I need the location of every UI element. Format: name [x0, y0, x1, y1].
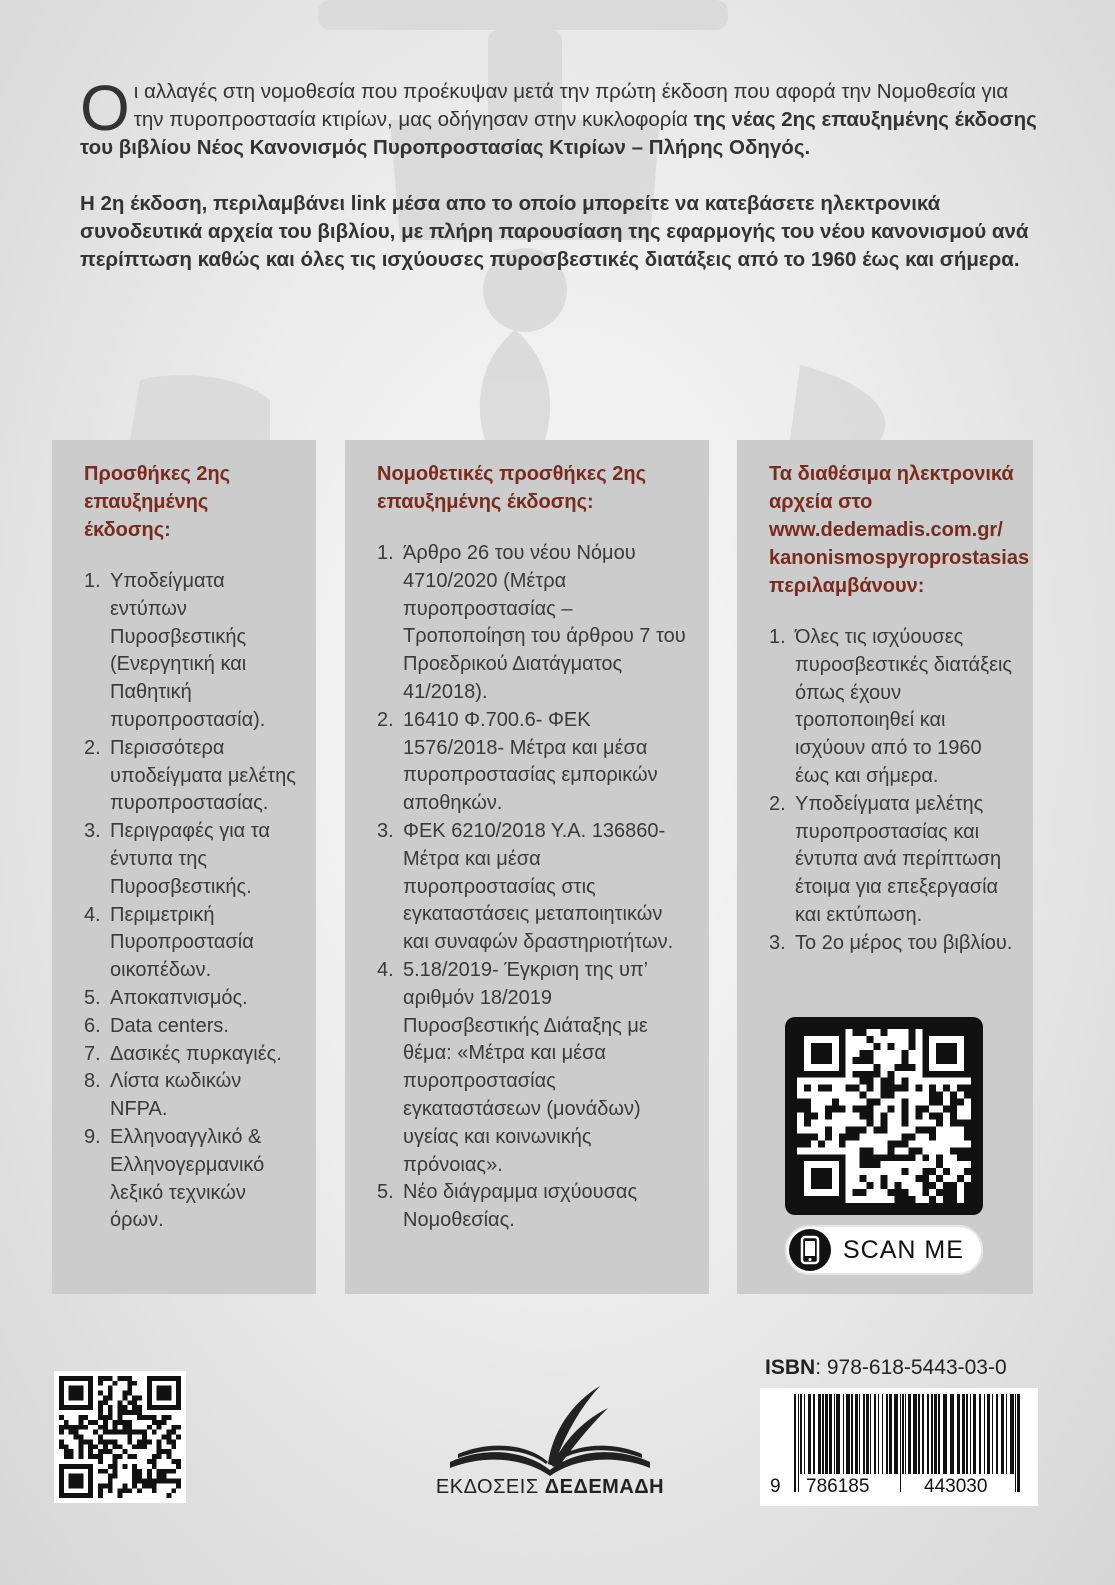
publisher-name	[400, 1476, 700, 1499]
list-item: Data centers.	[110, 1014, 229, 1037]
list-item: Περιμετρική Πυροπροστασία οικοπέδων.	[110, 903, 254, 982]
list-item: Περισσότερα υποδείγματα μελέτης πυροπροστασίας.	[110, 736, 296, 815]
intro-text	[80, 72, 1040, 274]
list-item: Νέο διάγραμμα ισχύουσας Νομοθεσίας.	[403, 1181, 638, 1232]
scan-me-label: SCAN ME	[843, 1236, 964, 1264]
list-item: Υποδείγματα μελέτης πυροπροστασίας και έντυπα ανά περίπτωση έτοιμα για επεξεργασία και εκτύπωση.	[795, 792, 1002, 926]
phone-icon	[789, 1229, 831, 1271]
qr-code-small	[54, 1371, 186, 1503]
intro-paragraph-2: Η 2η έκδοση, περιλαμβάνει link μέσα απο το οποίο μπορείτε να κατεβάσετε ηλεκτρονικά συνοδευτικά αρχεία του βιβλίου, με πλήρη παρουσίαση της εφαρμογής του νέου κανονισμού ανά περίπτωση καθώς και όλες τις ισχύουσες πυροσβεστικές διατάξεις από το 1960 έως και σήμερα.	[80, 192, 1029, 271]
publisher-name-part2: ΔΕΔΕΜΑΔΗ	[544, 1476, 665, 1498]
isbn-number: 978-618-5443-03-0	[826, 1356, 1007, 1379]
list-item: Υποδείγματα εντύπων Πυροσβεστικής (Ενεργητική και Παθητική πυροπροστασία).	[110, 570, 266, 731]
list-item: Αποκαπνισμός.	[110, 986, 248, 1009]
drop-cap: Ο	[80, 72, 130, 144]
list-item: 16410 Φ.700.6- ΦΕΚ 1576/2018- Μέτρα και μέσα πυροπροστασίας εμπορικών αποθηκών.	[403, 708, 658, 815]
list-item: ΦΕΚ 6210/2018 Υ.Α. 136860- Μέτρα και μέσα πυροπροστασίας στις εγκαταστάσεις μεταποιητικών και συναφών δραστηριοτήτων.	[403, 819, 674, 954]
list-item: Όλες τις ισχύουσες πυροσβεστικές διατάξεις όπως έχουν τροποποιηθεί και ισχύουν από το 1960 έως και σήμερα.	[795, 626, 1013, 787]
barcode-digits-left: 786185	[806, 1476, 870, 1497]
scan-me-qr-card[interactable]	[785, 1017, 983, 1275]
list-item: Ελληνοαγγλικό & Ελληνογερμανικό λεξικό τεχνικών όρων.	[110, 1125, 265, 1232]
intro-paragraph-1: ι αλλαγές στη νομοθεσία που προέκυψαν μετά την πρώτη έκδοση που αφορά την Νομοθεσία για την πυροπροστασία κτιρίων, μας οδήγησαν στην κυκλοφορία	[133, 80, 1009, 131]
list-item: Λίστα κωδικών NFPA.	[110, 1070, 242, 1121]
isbn-separator: :	[815, 1356, 827, 1379]
list-item: Το 2ο μέρος του βιβλίου.	[795, 931, 1013, 954]
panel-title: Προσθήκες 2ης επαυξημένης έκδοσης:	[84, 463, 231, 541]
barcode-digit-lead: 9	[770, 1476, 781, 1497]
list-item: Άρθρο 26 του νέου Νόμου 4710/2020 (Μέτρα πυροπροστασίας – Τροποποίηση του άρθρου 7 του Προεδρικού Διατάγματος 41/2018).	[403, 542, 686, 703]
panel-additions	[52, 440, 316, 1294]
barcode-digits-right: 443030	[924, 1476, 988, 1497]
panel-title: Νομοθετικές προσθήκες 2ης επαυξημένης έκδοσης:	[377, 463, 646, 513]
list-item: Περιγραφές για τα έντυπα της Πυροσβεστικής.	[110, 820, 270, 898]
intro-paragraph-1-bold: της νέας 2ης επαυξημένης έκδοσης του βιβλίου Νέος Κανονισμός Πυροπροστασίας Κτιρίων – Πλήρης Οδηγός.	[80, 108, 1037, 159]
panel-list	[377, 540, 693, 1235]
isbn-prefix: ISBN	[765, 1356, 816, 1379]
panel-legislative-additions	[345, 440, 709, 1294]
barcode	[760, 1388, 1038, 1506]
isbn-label	[765, 1356, 1007, 1380]
qr-frame	[785, 1017, 983, 1215]
publisher-name-part1: ΕΚΔΟΣΕΙΣ	[435, 1476, 545, 1498]
panel-list	[769, 624, 1017, 958]
panel-list	[84, 568, 300, 1235]
panel-title: Τα διαθέσιμα ηλεκτρονικά αρχεία στο www.dedemadis.com.gr/ kanonismospyroprostasias περιλαμβάνουν:	[769, 463, 1030, 597]
list-item: Δασικές πυρκαγιές.	[110, 1042, 282, 1065]
list-item: 5.18/2019- Έγκριση της υπ’ αριθμόν 18/2019 Πυροσβεστικής Διάταξης με θέμα: «Μέτρα και μέσα πυροπροστασίας εγκαταστάσεων (μονάδων) υγείας και κοινωνικής πρόνοιας».	[403, 958, 648, 1176]
scan-me-pill	[785, 1225, 983, 1275]
qr-code-large	[797, 1029, 971, 1203]
